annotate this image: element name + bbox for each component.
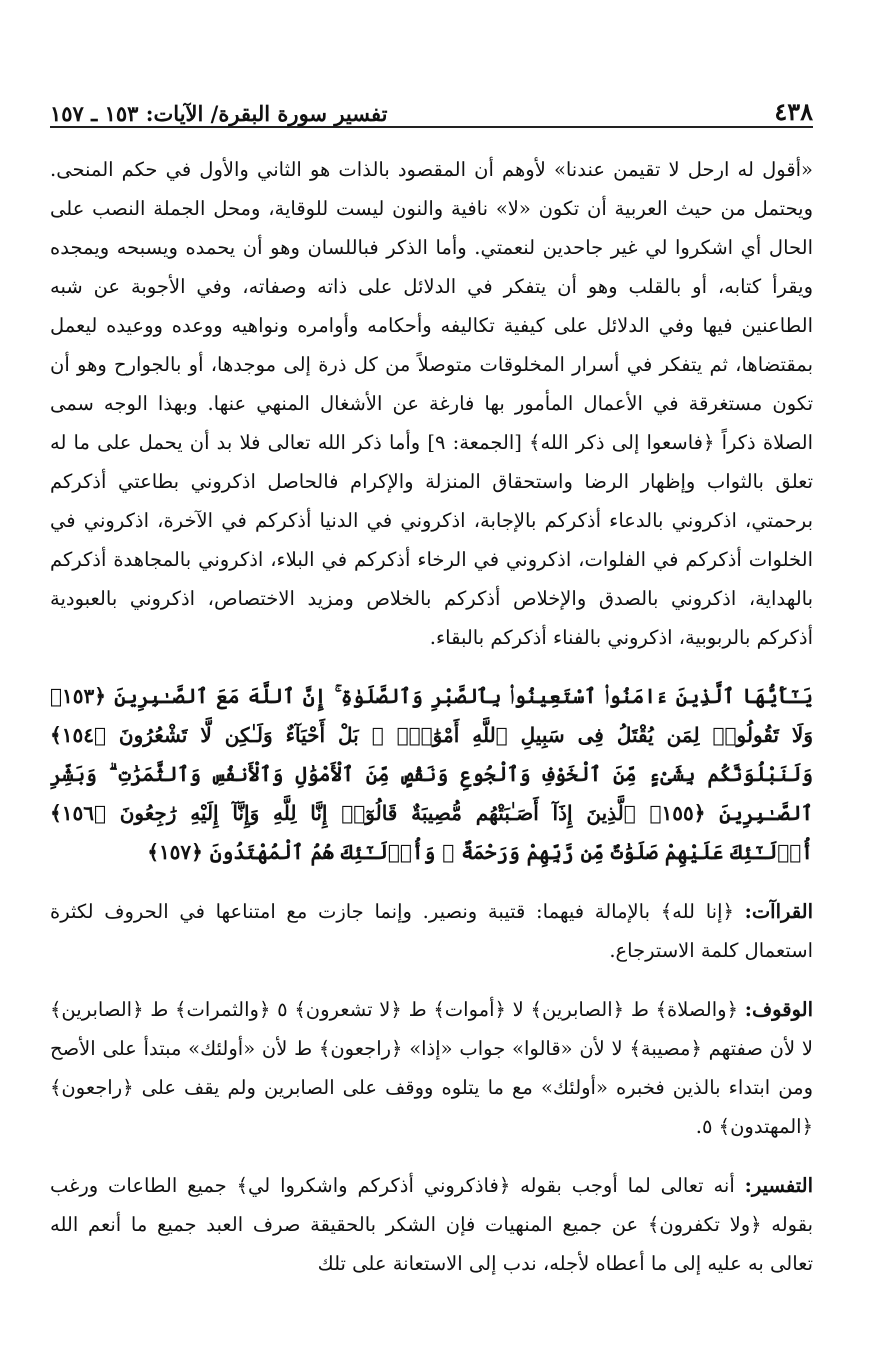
tafsir-text: أنه تعالى لما أوجب بقوله ﴿فاذكروني أذكركم واشكروا لي﴾ جميع الطاعات ورغب بقوله ﴿ولا تكفرون﴾ عن جميع المنهيات فإن الشكر بالحقيقة صرف العبد جميع ما أنعم الله تعالى به عليه إلى ما أعطاه لأجله، ندب إلى الاستعانة على تلك bbox=[50, 1174, 813, 1275]
readings-text: ﴿إنا لله﴾ بالإمالة فيهما: قتيبة ونصير. وإنما جازت مع امتناعها في الحروف لكثرة استعمال كلمة الاسترجاع. bbox=[50, 900, 813, 962]
quran-verses-block: يَـٰٓأَيُّهَا ٱلَّذِينَ ءَامَنُوا۟ ٱسْتَعِينُوا۟ بِٱلصَّبْرِ وَٱلصَّلَوٰةِ ۚ إِنَّ ٱللَّهَ مَعَ ٱلصَّـٰبِرِينَ ﴿١٥٣﴾ وَلَا تَقُولُوا۟ لِمَن يُقْتَلُ فِى سَبِيلِ ٱللَّهِ أَمْوَٰتٌۢ ۚ بَلْ أَحْيَآءٌ وَلَـٰكِن لَّا تَشْعُرُونَ ﴿١٥٤﴾ وَلَنَبْلُوَنَّكُم بِشَىْءٍ مِّنَ ٱلْخَوْفِ وَٱلْجُوعِ وَنَقْصٍ مِّنَ ٱلْأَمْوَٰلِ وَٱلْأَنفُسِ وَٱلثَّمَرَٰتِ ۗ وَبَشِّرِ ٱلصَّـٰبِرِينَ ﴿١٥٥﴾ ٱلَّذِينَ إِذَآ أَصَـٰبَتْهُم مُّصِيبَةٌ قَالُوٓا۟ إِنَّا لِلَّهِ وَإِنَّآ إِلَيْهِ رَٰجِعُونَ ﴿١٥٦﴾ أُو۟لَـٰٓئِكَ عَلَيْهِمْ صَلَوَٰتٌ مِّن رَّبِّهِمْ وَرَحْمَةٌ ۖ وَأُو۟لَـٰٓئِكَ هُمُ ٱلْمُهْتَدُونَ ﴿١٥٧﴾ bbox=[50, 684, 813, 864]
page-number: ٤٣٨ bbox=[774, 97, 813, 126]
intro-paragraph: «أقول له ارحل لا تقيمن عندنا» لأوهم أن المقصود بالذات هو الثاني والأول في حكم المنحى. ويحتمل من حيث العربية أن تكون «لا» نافية والنون ليست للوقاية، ومحل الجملة النصب على الحال أي اشكروا لي غير جاحدين لنعمتي. وأما الذكر فباللسان وهو أن يحمده ويسبحه ويمجده ويقرأ كتابه، أو بالقلب وهو أن يتفكر في الدلائل على ذاته وصفاته، وفي الأجوبة عن شبه الطاعنين فيها وفي الدلائل على كيفية تكاليفه وأحكامه وأوامره ونواهيه ووعده ووعيده ليعمل بمقتضاها، ثم يتفكر في أسرار المخلوقات متوصلاً من كل ذرة إلى موجدها، أو بالجوارح وهو أن تكون مستغرقة في الأعمال المأمور بها فارغة عن الأشغال المنهي عنها. وبهذا الوجه سمى الصلاة ذكراً ﴿فاسعوا إلى ذكر الله﴾ [الجمعة: ٩] وأما ذكر الله تعالى فلا بد أن يحمل على ما له تعلق بالثواب وإظهار الرضا واستحقاق المنزلة والإكرام فالحاصل اذكروني بطاعتي أذكركم برحمتي، اذكروني بالدعاء أذكركم بالإجابة، اذكروني في الدنيا أذكركم في الآخرة، اذكروني في الخلوات أذكركم في الفلوات، اذكروني في الرخاء أذكركم في البلاء، اذكروني بالمجاهدة أذكركم بالهداية، اذكروني بالصدق والإخلاص أذكركم بالخلاص ومزيد الاختصاص، اذكروني بالعبودية أذكركم بالربوبية، اذكروني بالفناء أذكركم بالبقاء. bbox=[50, 158, 813, 649]
pauses-section bbox=[50, 990, 813, 1146]
pauses-text: ﴿والصلاة﴾ ط ﴿الصابرين﴾ لا ﴿أموات﴾ ط ﴿لا تشعرون﴾ ٥ ﴿والثمرات﴾ ط ﴿الصابرين﴾ لا لأن صفتهم ﴿مصيبة﴾ لا لأن «قالوا» جواب «إذا» ﴿راجعون﴾ ط لأن «أولئك» مبتدأ على الأصح ومن ابتداء بالذين فخبره «أولئك» مع ما يتلوه ووقف على الصابرين ولم يقف على ﴿راجعون﴾ ﴿المهتدون﴾ ٥. bbox=[50, 998, 813, 1138]
pauses-label: الوقوف: bbox=[744, 998, 814, 1021]
book-page bbox=[50, 88, 813, 1283]
page-header bbox=[50, 88, 813, 128]
readings-section bbox=[50, 892, 813, 970]
readings-label: القراآت: bbox=[744, 900, 813, 923]
tafsir-label: التفسير: bbox=[744, 1174, 813, 1197]
running-title: تفسير سورة البقرة/ الآيات: ١٥٣ ـ ١٥٧ bbox=[50, 101, 388, 126]
tafsir-section bbox=[50, 1166, 813, 1283]
